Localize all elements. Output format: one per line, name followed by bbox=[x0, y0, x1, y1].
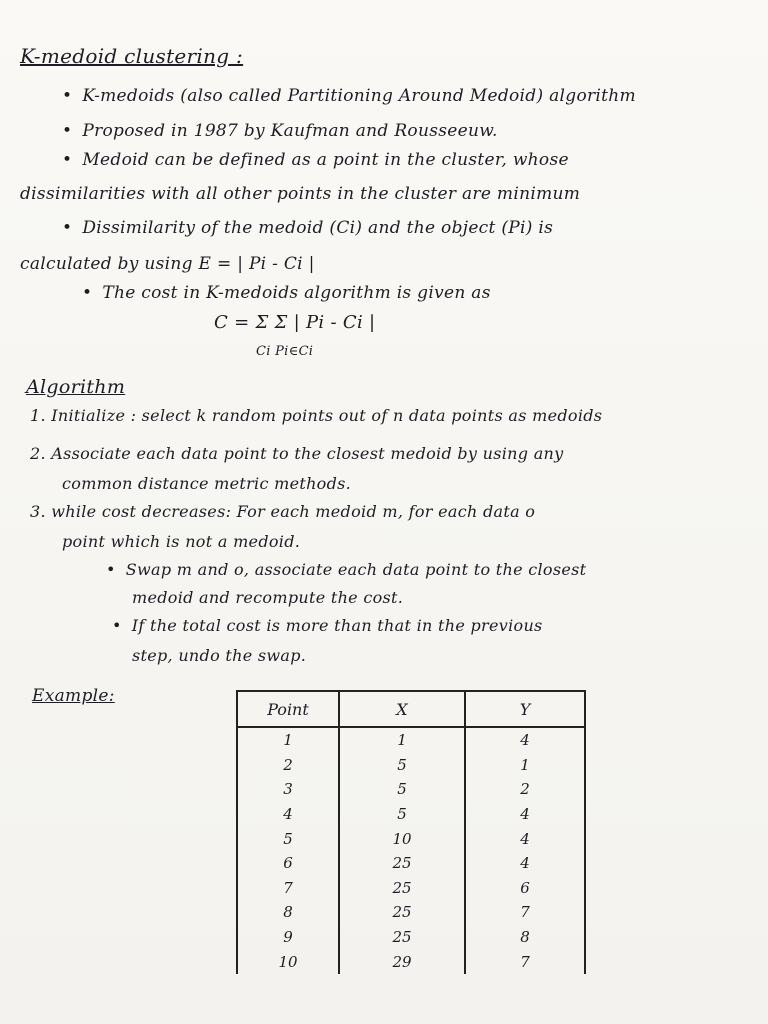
cell-x: 25 bbox=[339, 876, 465, 901]
algorithm-undo-cont: step, undo the swap. bbox=[132, 646, 307, 665]
column-header-point: Point bbox=[237, 691, 339, 727]
cell-y: 7 bbox=[465, 900, 585, 925]
cell-point: 5 bbox=[237, 826, 339, 851]
column-header-y: Y bbox=[465, 691, 585, 727]
bullet-medoid: • Medoid can be defined as a point in the cluster, whose bbox=[62, 150, 569, 170]
table-row bbox=[237, 727, 585, 753]
algorithm-step-2: 2. Associate each data point to the closest medoid by using any bbox=[30, 444, 564, 463]
cell-x: 1 bbox=[339, 727, 465, 753]
cell-x: 25 bbox=[339, 851, 465, 876]
bullet-proposed: • Proposed in 1987 by Kaufman and Rousseeuw. bbox=[62, 121, 498, 141]
cell-y: 8 bbox=[465, 925, 585, 950]
cell-point: 7 bbox=[237, 876, 339, 901]
cell-x: 5 bbox=[339, 753, 465, 778]
page-title: K-medoid clustering : bbox=[20, 44, 244, 68]
algorithm-undo: • If the total cost is more than that in the previous bbox=[112, 616, 543, 635]
bullet-definition: • K-medoids (also called Partitioning Around Medoid) algorithm bbox=[62, 86, 636, 106]
table-row bbox=[237, 949, 585, 974]
cell-point: 1 bbox=[237, 727, 339, 753]
algorithm-step-3: 3. while cost decreases: For each medoid m, for each data o bbox=[30, 502, 536, 521]
cell-y: 2 bbox=[465, 777, 585, 802]
cell-y: 7 bbox=[465, 949, 585, 974]
cell-x: 5 bbox=[339, 802, 465, 827]
table-row bbox=[237, 851, 585, 876]
example-table bbox=[236, 690, 586, 974]
cell-point: 10 bbox=[237, 949, 339, 974]
algorithm-step-1: 1. Initialize : select k random points out of n data points as medoids bbox=[30, 406, 603, 425]
cost-formula: C = Σ Σ | Pi - Ci | bbox=[214, 312, 376, 333]
bullet-dissimilarity: • Dissimilarity of the medoid (Ci) and the object (Pi) is bbox=[62, 218, 553, 238]
cell-point: 3 bbox=[237, 777, 339, 802]
cell-point: 8 bbox=[237, 900, 339, 925]
bullet-cost: • The cost in K-medoids algorithm is given as bbox=[82, 283, 491, 303]
cell-point: 6 bbox=[237, 851, 339, 876]
table-row bbox=[237, 876, 585, 901]
table-row bbox=[237, 753, 585, 778]
cell-point: 4 bbox=[237, 802, 339, 827]
bullet-medoid-cont: dissimilarities with all other points in the cluster are minimum bbox=[20, 184, 581, 204]
cell-x: 5 bbox=[339, 777, 465, 802]
table-row bbox=[237, 777, 585, 802]
cell-y: 4 bbox=[465, 826, 585, 851]
cost-formula-subscripts: Ci Pi∈Ci bbox=[256, 344, 314, 359]
cell-x: 25 bbox=[339, 925, 465, 950]
algorithm-swap-cont: medoid and recompute the cost. bbox=[132, 588, 404, 607]
example-label: Example: bbox=[32, 686, 115, 706]
algorithm-step-3-cont: point which is not a medoid. bbox=[62, 532, 301, 551]
cell-x: 29 bbox=[339, 949, 465, 974]
bullet-dissimilarity-cont: calculated by using E = | Pi - Ci | bbox=[20, 254, 315, 274]
cell-y: 4 bbox=[465, 727, 585, 753]
cell-x: 10 bbox=[339, 826, 465, 851]
cell-y: 4 bbox=[465, 851, 585, 876]
table-header-row bbox=[237, 691, 585, 727]
cell-x: 25 bbox=[339, 900, 465, 925]
algorithm-swap: • Swap m and o, associate each data point to the closest bbox=[106, 560, 586, 579]
algorithm-step-2-cont: common distance metric methods. bbox=[62, 474, 352, 493]
cell-point: 2 bbox=[237, 753, 339, 778]
table-row bbox=[237, 826, 585, 851]
table-row bbox=[237, 900, 585, 925]
cell-y: 1 bbox=[465, 753, 585, 778]
algorithm-heading: Algorithm bbox=[26, 376, 126, 398]
table-row bbox=[237, 925, 585, 950]
column-header-x: X bbox=[339, 691, 465, 727]
cell-y: 4 bbox=[465, 802, 585, 827]
cell-y: 6 bbox=[465, 876, 585, 901]
cell-point: 9 bbox=[237, 925, 339, 950]
table-row bbox=[237, 802, 585, 827]
